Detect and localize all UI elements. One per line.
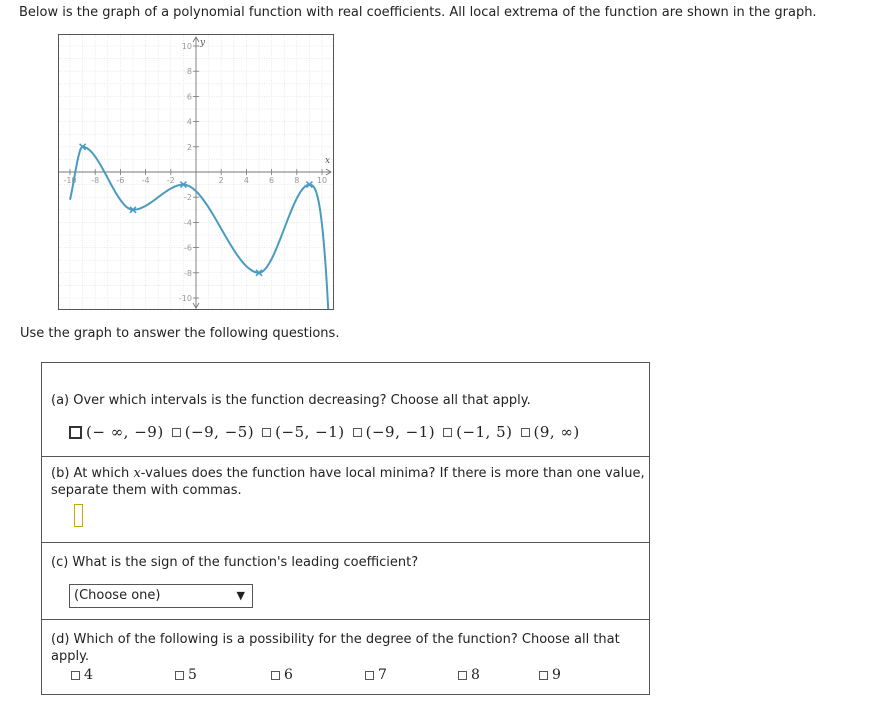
- y-tick-label: 8: [186, 67, 192, 77]
- x-tick-label: -2: [166, 176, 175, 185]
- option-a-3[interactable]: [262, 423, 344, 441]
- option-d-6-label: 9: [552, 667, 561, 683]
- checkbox-icon[interactable]: [353, 428, 362, 437]
- x-tick-label: 8: [294, 176, 300, 185]
- instruction-text: Use the graph to answer the following questions.: [20, 326, 340, 341]
- question-d: [42, 619, 649, 696]
- x-tick-label: -4: [141, 176, 150, 185]
- checkbox-icon[interactable]: [262, 428, 271, 437]
- option-d-2[interactable]: [175, 667, 197, 683]
- question-b-text-pre: (b) At which: [51, 466, 134, 481]
- question-b-text-post: -values does the function have local minima? If there is more than one value, separate them with commas.: [51, 466, 645, 498]
- dropdown-arrow-icon: ▼: [236, 589, 245, 602]
- x-tick-label: -10: [63, 176, 77, 185]
- y-tick-label: 4: [186, 117, 192, 127]
- option-a-4[interactable]: [353, 423, 435, 441]
- option-d-1-label: 4: [84, 667, 93, 683]
- checkbox-icon[interactable]: [172, 428, 181, 437]
- local-minima-input[interactable]: [74, 504, 83, 527]
- option-a-1-label: (− ∞, −9): [86, 423, 164, 441]
- option-a-6-label: (9, ∞): [533, 423, 580, 441]
- select-value: (Choose one): [74, 588, 161, 603]
- checkbox-icon[interactable]: [271, 671, 280, 680]
- option-a-2[interactable]: [172, 423, 254, 441]
- y-tick-label: 6: [186, 92, 192, 102]
- checkbox-icon[interactable]: [458, 671, 467, 680]
- option-d-4-label: 7: [378, 667, 387, 683]
- option-d-4[interactable]: [365, 667, 387, 683]
- option-d-2-label: 5: [188, 667, 197, 683]
- polynomial-curve: [70, 147, 331, 309]
- checkbox-icon[interactable]: [443, 428, 452, 437]
- y-tick-label: -6: [184, 243, 192, 253]
- x-tick-label: -8: [91, 176, 100, 185]
- x-tick-label: 10: [316, 176, 328, 185]
- y-tick-label: 10: [181, 42, 192, 51]
- graph-svg: [59, 35, 333, 309]
- function-graph: [58, 34, 334, 310]
- checkbox-icon[interactable]: [71, 671, 80, 680]
- y-tick-label: -4: [184, 218, 192, 228]
- option-d-3[interactable]: [271, 667, 293, 683]
- y-tick-label: -2: [184, 193, 192, 203]
- x-axis-label: x: [325, 156, 331, 166]
- x-tick-label: 4: [243, 176, 249, 185]
- option-d-5-label: 8: [471, 667, 480, 683]
- checkbox-icon[interactable]: [521, 428, 530, 437]
- question-a: [42, 363, 649, 456]
- leading-coefficient-select[interactable]: [69, 584, 253, 608]
- question-c-text: (c) What is the sign of the function's leading coefficient?: [51, 555, 419, 570]
- option-a-4-label: (−9, −1): [365, 423, 436, 441]
- checkbox-icon[interactable]: [69, 426, 82, 439]
- y-tick-label: 2: [186, 142, 192, 152]
- option-a-2-label: (−9, −5): [184, 423, 255, 441]
- y-axis-label: y: [200, 38, 206, 48]
- checkbox-icon[interactable]: [539, 671, 548, 680]
- option-d-3-label: 6: [284, 667, 293, 683]
- question-a-options: [69, 423, 588, 441]
- x-tick-label: 6: [269, 176, 275, 185]
- question-b-var: x: [133, 466, 141, 481]
- question-b: [42, 456, 649, 542]
- option-d-1[interactable]: [71, 667, 93, 683]
- option-a-5[interactable]: [443, 423, 512, 441]
- option-d-5[interactable]: [458, 667, 480, 683]
- question-b-text: [51, 465, 646, 499]
- x-tick-label: 2: [218, 176, 224, 185]
- checkbox-icon[interactable]: [175, 671, 184, 680]
- option-a-5-label: (−1, 5): [456, 423, 513, 441]
- option-a-1[interactable]: [69, 423, 164, 441]
- y-tick-label: -8: [184, 268, 192, 278]
- question-a-text: (a) Over which intervals is the function decreasing? Choose all that apply.: [51, 393, 531, 408]
- option-d-6[interactable]: [539, 667, 561, 683]
- checkbox-icon[interactable]: [365, 671, 374, 680]
- question-d-text: (d) Which of the following is a possibility for the degree of the function? Choose all that apply.: [51, 632, 620, 664]
- option-a-6[interactable]: [521, 423, 580, 441]
- x-tick-label: -6: [116, 176, 125, 185]
- question-box: [41, 362, 650, 695]
- intro-text: Below is the graph of a polynomial function with real coefficients. All local extrema of the function are shown in the graph.: [19, 5, 817, 20]
- y-tick-label: -10: [178, 294, 192, 303]
- option-a-3-label: (−5, −1): [275, 423, 345, 441]
